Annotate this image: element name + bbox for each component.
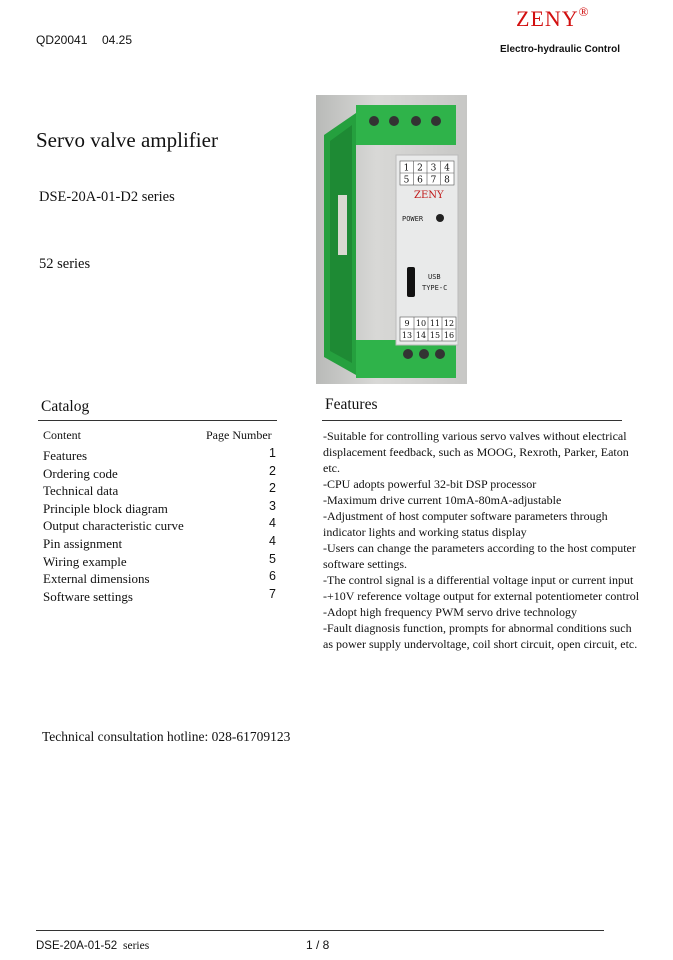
brand-name: ZENY — [516, 6, 579, 31]
catalog-item-label: Output characteristic curve — [43, 518, 184, 534]
features-list — [323, 428, 671, 652]
footer-divider — [36, 930, 604, 931]
feature-line: -Users can change the parameters according to the host computer — [323, 541, 636, 555]
catalog-item — [43, 483, 278, 501]
power-led-icon — [436, 214, 444, 222]
document-date: 04.25 — [102, 33, 133, 47]
catalog-item-page: 2 — [269, 481, 276, 496]
catalog-item-label: Principle block diagram — [43, 500, 168, 516]
feature-line: -Adjustment of host computer software parameters through — [323, 509, 608, 523]
catalog-item-page: 3 — [269, 498, 276, 513]
catalog-item — [43, 571, 278, 589]
power-label: POWER — [402, 215, 424, 223]
catalog-column-page-number: Page Number — [206, 428, 272, 442]
catalog-item — [43, 518, 278, 536]
footer-model: DSE-20A-01-52 — [36, 940, 118, 952]
feature-line: software settings. — [323, 557, 407, 571]
document-code: QD20041 — [36, 33, 88, 47]
catalog-item — [43, 498, 278, 519]
catalog-item-page: 1 — [269, 446, 276, 460]
catalog-item — [43, 551, 278, 572]
feature-line: -Adopt high frequency PWM servo drive technology — [323, 605, 577, 619]
feature-line: -The control signal is a differential voltage input or current input — [323, 573, 634, 587]
catalog-item-label: Software settings — [43, 588, 133, 604]
footer-series: series — [123, 940, 150, 952]
feature-line: displacement feedback, such as MOOG, Rexroth, Parker, Eaton — [323, 445, 629, 459]
terminal-number: 16 — [443, 331, 455, 340]
product-title: Servo valve amplifier — [36, 128, 218, 152]
terminal-number: 13 — [401, 331, 413, 340]
terminal-number: 8 — [444, 175, 450, 186]
catalog-item-page: 2 — [269, 463, 276, 478]
catalog-item-page: 5 — [269, 551, 276, 566]
brand-subtitle: Electro-hydraulic Control — [500, 44, 621, 55]
feature-line: etc. — [323, 461, 340, 475]
product-photo — [316, 95, 467, 384]
catalog-item-label: Technical data — [43, 483, 119, 499]
catalog-item-page: 4 — [269, 516, 276, 531]
catalog-item-label: Features — [43, 448, 88, 463]
catalog-divider — [38, 420, 277, 421]
terminal-number: 3 — [430, 163, 437, 174]
feature-line: indicator lights and working status display — [323, 525, 527, 539]
amplifier-module-illustration — [316, 95, 467, 384]
features-heading: Features — [325, 396, 378, 413]
feature-line: -Maximum drive current 10mA-80mA-adjustable — [323, 493, 562, 507]
terminal-number: 9 — [404, 319, 410, 328]
catalog-item-page: 6 — [269, 569, 276, 584]
features-divider — [322, 420, 622, 421]
catalog-column-content: Content — [43, 428, 81, 442]
terminal-number: 15 — [429, 331, 441, 340]
terminal-number: 14 — [415, 331, 427, 340]
catalog-item-label: External dimensions — [43, 571, 150, 587]
registered-mark: ® — [578, 4, 590, 19]
catalog-item-label: Ordering code — [43, 465, 118, 481]
usb-port-icon — [407, 267, 415, 297]
catalog-item-label: Wiring example — [43, 553, 127, 569]
catalog-item-page: 7 — [269, 586, 276, 601]
catalog-item-label: Pin assignment — [43, 536, 123, 551]
terminal-number: 11 — [429, 319, 441, 328]
page-number: 1 / 8 — [306, 938, 330, 952]
terminal-number: 6 — [417, 175, 423, 186]
terminal-number: 1 — [403, 163, 410, 174]
feature-line: -Fault diagnosis function, prompts for abnormal conditions such — [323, 621, 632, 635]
catalog-item — [43, 463, 278, 484]
usb-label: USB — [428, 273, 441, 281]
product-series: 52 series — [39, 256, 91, 272]
catalog-item — [43, 536, 278, 554]
photo-brand-text: ZENY — [414, 190, 444, 201]
catalog-heading: Catalog — [41, 398, 90, 415]
usb-type-label: TYPE-C — [422, 284, 448, 292]
terminal-number: 4 — [444, 163, 450, 174]
feature-line: as power supply undervoltage, coil short circuit, open circuit, etc. — [323, 637, 638, 651]
feature-line: -+10V reference voltage output for external potentiometer control — [323, 589, 640, 603]
feature-line: -CPU adopts powerful 32-bit DSP processor — [323, 477, 537, 491]
terminal-number: 12 — [443, 319, 455, 328]
terminal-number: 5 — [403, 175, 410, 186]
brand-logo — [516, 6, 590, 32]
catalog-item — [43, 586, 278, 607]
product-model: DSE-20A-01-D2 series — [39, 189, 175, 205]
terminal-number: 7 — [430, 175, 437, 186]
terminal-number: 10 — [415, 319, 427, 328]
catalog-item-page: 4 — [269, 534, 276, 548]
technical-hotline: Technical consultation hotline: 028-61709123 — [42, 729, 291, 744]
feature-line: -Suitable for controlling various servo valves without electrical — [323, 429, 627, 443]
catalog-item — [43, 448, 278, 466]
terminal-number: 2 — [417, 163, 423, 174]
